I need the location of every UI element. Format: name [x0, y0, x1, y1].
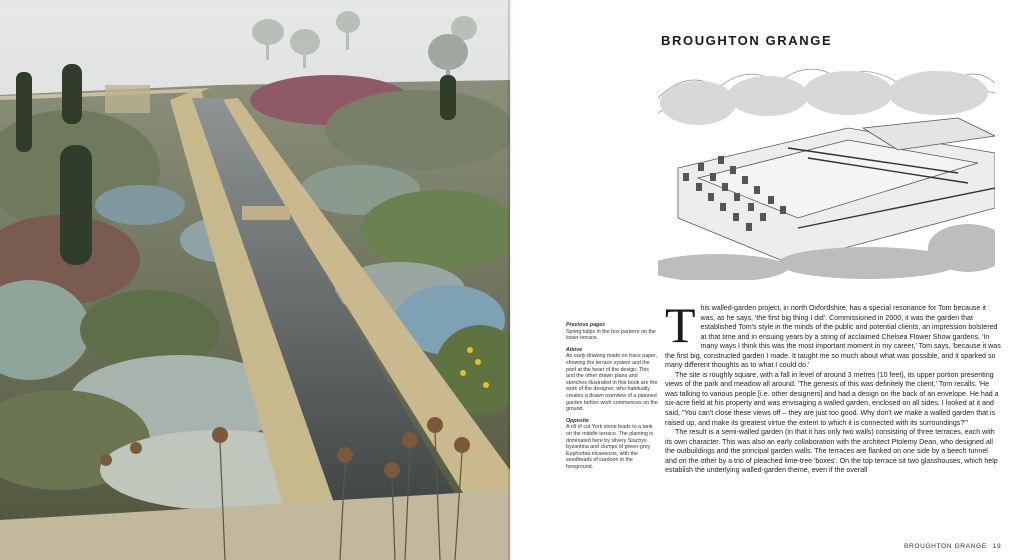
- caption-text: A rill of cut York stone leads to a tank on the middle terrace. The planting is dominated here by silvery Stachys byzantina and clumps of green-grey Euphorbia nicaeensis, with the seedheads of cardoon in the foreground.: [566, 424, 654, 470]
- running-footer: [904, 543, 1001, 550]
- caption-text: An early drawing made on trace paper, showing the terrace system and the pool at the heart of the design. This and the other drawn plans and sketches illustrated in this book are the work of the designer, who habitually creates a drawn overview of a planned garden before work commences on the ground.: [566, 353, 658, 413]
- paragraph: The site is roughly square, with a fall in level of around 3 metres (10 feet), its upper portion presenting views of the park and meadow all around. 'The genesis of this was definitely the client,' Tom recalls. 'He was talking to various people [i.e. other designers] and had a design on the back of an envelope. He had a six-acre field at his property and was envisaging a walled garden, enclosed on all sides. I looked at it and said, "You can't close these views off – they are just too good. Why don't we make a walled garden that is raised up, and make its greatest virtue the extent to which it is connected with its surroundings?"': [665, 370, 999, 427]
- pencil-sketch-illustration: [658, 58, 995, 280]
- paragraph: The result is a semi-walled garden (in that it has only two walls) consisting of three terraces, each with its own character. This was also an early collaboration with the architect Ptolemy Dean, who designed all the outbuildings and the principal garden walls. The terraces are flanked on one side by a beech tunnel and on the other by a trio of pleached lime-tree 'boxes'. On the top terrace sit two glasshouses, which help establish the underlying walled-garden theme, even if the overall: [665, 428, 998, 475]
- running-title: BROUGHTON GRANGE: [904, 543, 987, 550]
- text-page: [514, 0, 1020, 560]
- page-number: 19: [992, 543, 1002, 550]
- body-text: [665, 297, 1001, 476]
- caption-text: Spring tulips in the box parterre on the lower terrace.: [566, 328, 656, 342]
- caption-heading: Previous pages: [566, 322, 606, 328]
- walled-garden-drawing: [658, 58, 995, 280]
- drop-cap: T: [665, 297, 696, 353]
- caption-heading: Opposite: [566, 417, 589, 424]
- captions-column: [566, 322, 658, 475]
- paragraph-text: his walled-garden project, in north Oxfordshire, has a special resonance for Tom because it was, as he says, 'the first big thing I did'. Commissioned in 2000, it was the garden that established Tom's style in the minds of the public and potential clients, an impression bolstered at that time and in ensuing years by a string of acclaimed Chelsea Flower Show gardens. 'In many ways I think this was the most important moment in my career,' Tom says, 'because it was the first big, constructed garden I made. It taught me so much about what was possible, and it sparked so many different thoughts as to what I could do.': [665, 304, 1001, 370]
- paragraph: [665, 297, 1001, 371]
- page-title: BROUGHTON GRANGE: [661, 33, 833, 48]
- caption-heading: Above: [566, 346, 583, 353]
